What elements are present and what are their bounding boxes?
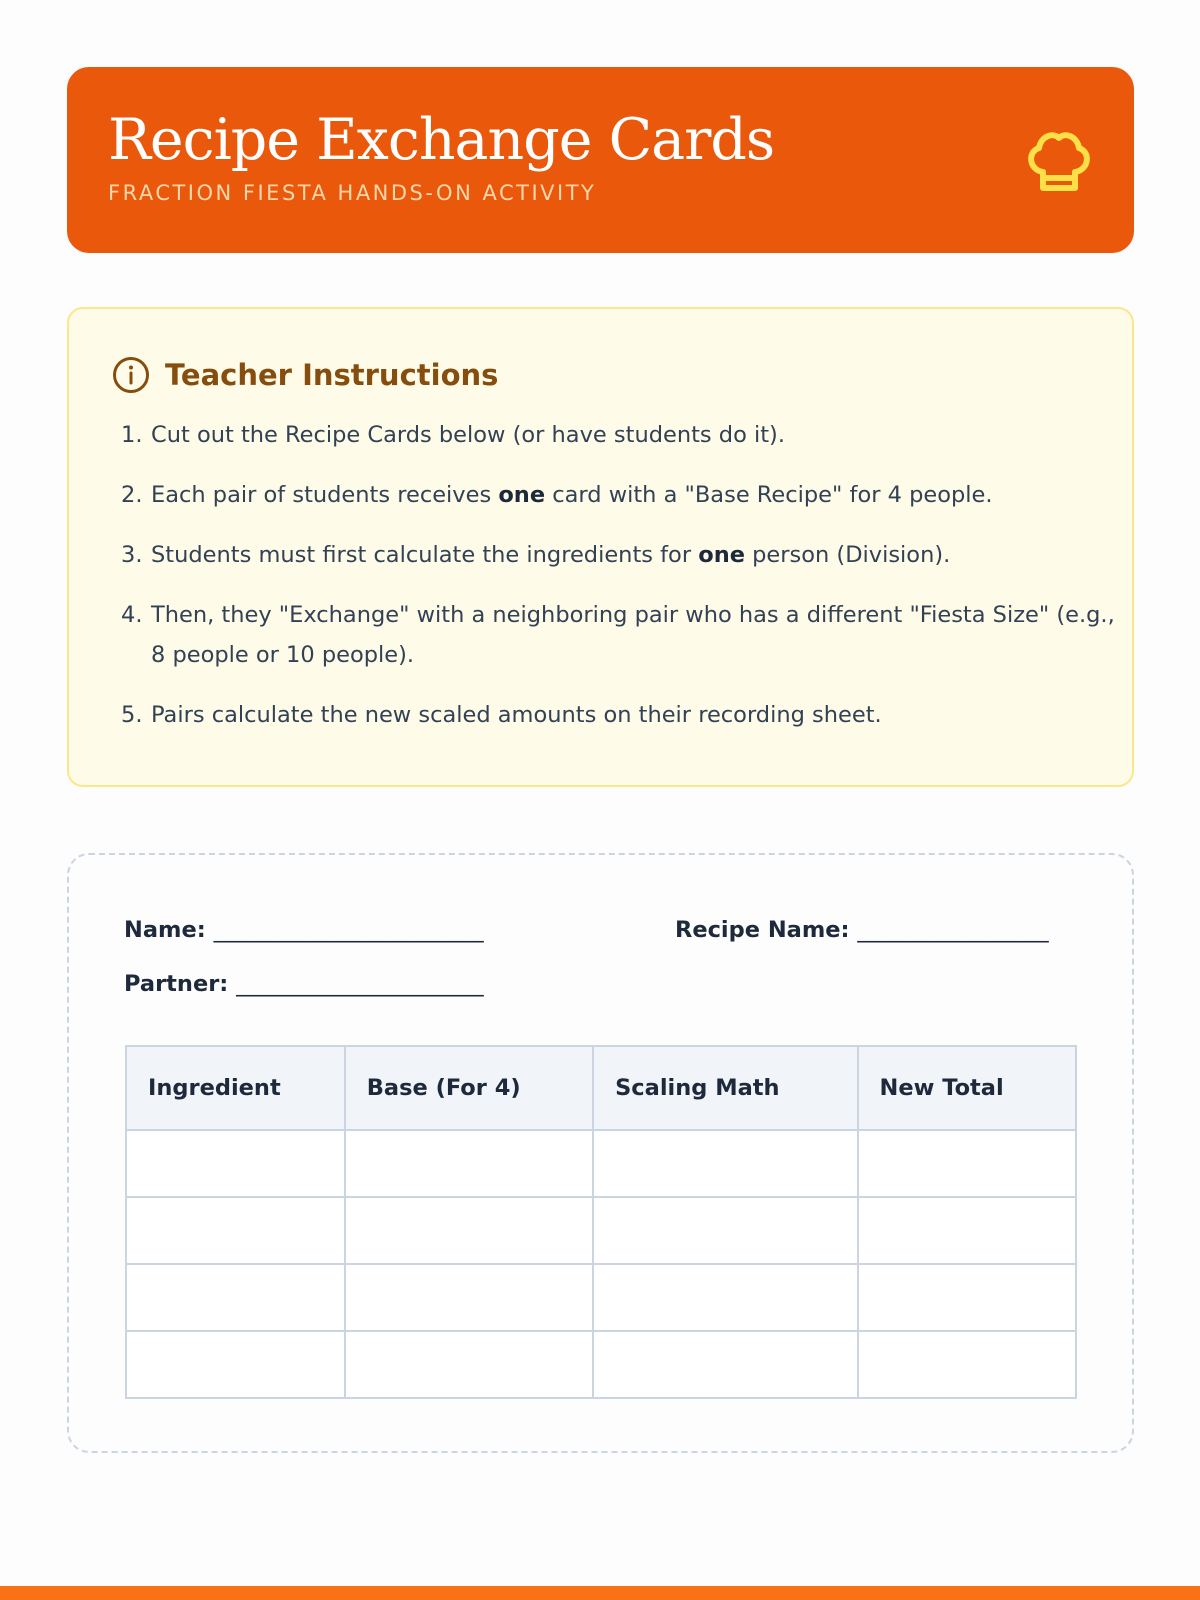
instructions-list	[121, 415, 1121, 755]
scaling-table	[125, 1045, 1077, 1399]
header-new-total: New Total	[858, 1046, 1077, 1130]
table-row	[126, 1197, 1076, 1264]
partner-blank[interactable]: ______________________	[236, 971, 484, 997]
item-text: person (Division).	[744, 542, 951, 568]
item-emphasis: one	[498, 482, 546, 508]
instruction-item	[121, 695, 1121, 735]
table-cell[interactable]	[126, 1197, 345, 1264]
table-cell[interactable]	[593, 1264, 857, 1331]
recipe-card	[67, 853, 1134, 1453]
item-number: 1.	[121, 422, 143, 448]
header-ingredient: Ingredient	[126, 1046, 345, 1130]
table-cell[interactable]	[593, 1130, 857, 1197]
header-banner	[67, 67, 1134, 253]
table-cell[interactable]	[126, 1130, 345, 1197]
name-label: Name:	[124, 917, 206, 943]
table-cell[interactable]	[858, 1197, 1077, 1264]
table-cell[interactable]	[345, 1331, 593, 1398]
header-scaling-math: Scaling Math	[593, 1046, 857, 1130]
table-cell[interactable]	[593, 1197, 857, 1264]
item-text: Then, they "Exchange" with a neighboring pair who has a different "Fiesta Size" (e.g., 8 people or 10 people).	[151, 602, 1115, 668]
table-cell[interactable]	[593, 1331, 857, 1398]
table-row	[126, 1130, 1076, 1197]
instruction-item	[121, 475, 1121, 515]
table-row	[126, 1264, 1076, 1331]
instruction-item	[121, 535, 1121, 575]
table-cell[interactable]	[858, 1331, 1077, 1398]
name-field[interactable]	[124, 917, 484, 943]
item-text: Cut out the Recipe Cards below (or have students do it).	[151, 422, 785, 448]
item-text: card with a "Base Recipe" for 4 people.	[545, 482, 993, 508]
page-title: Recipe Exchange Cards	[108, 107, 775, 173]
partner-label: Partner:	[124, 971, 229, 997]
item-text: Pairs calculate the new scaled amounts on their recording sheet.	[151, 702, 882, 728]
instruction-item	[121, 595, 1121, 675]
table-cell[interactable]	[126, 1331, 345, 1398]
page-subtitle: FRACTION FIESTA HANDS-ON ACTIVITY	[108, 181, 597, 205]
recipe-name-field[interactable]	[675, 917, 1049, 943]
table-row	[126, 1331, 1076, 1398]
teacher-instructions	[67, 307, 1134, 787]
item-emphasis: one	[698, 542, 745, 568]
partner-field[interactable]	[124, 971, 484, 997]
item-number: 3.	[121, 542, 143, 568]
table-cell[interactable]	[345, 1197, 593, 1264]
header-base: Base (For 4)	[345, 1046, 593, 1130]
table-cell[interactable]	[858, 1130, 1077, 1197]
info-icon	[111, 355, 151, 395]
chef-hat-icon	[1017, 122, 1101, 206]
recipe-name-label: Recipe Name:	[675, 917, 850, 943]
item-text: Students must first calculate the ingredients for	[151, 542, 699, 568]
item-number: 2.	[121, 482, 143, 508]
table-cell[interactable]	[345, 1264, 593, 1331]
table-cell[interactable]	[126, 1264, 345, 1331]
item-number: 5.	[121, 702, 143, 728]
item-text: Each pair of students receives	[151, 482, 499, 508]
table-cell[interactable]	[345, 1130, 593, 1197]
footer-accent-bar	[0, 1586, 1200, 1600]
recipe-name-blank[interactable]: _________________	[857, 917, 1049, 943]
instruction-item	[121, 415, 1121, 455]
instructions-heading	[111, 355, 498, 395]
name-blank[interactable]: ________________________	[213, 917, 484, 943]
table-header-row	[126, 1046, 1076, 1130]
item-number: 4.	[121, 602, 143, 628]
instructions-title: Teacher Instructions	[165, 358, 499, 392]
table-cell[interactable]	[858, 1264, 1077, 1331]
